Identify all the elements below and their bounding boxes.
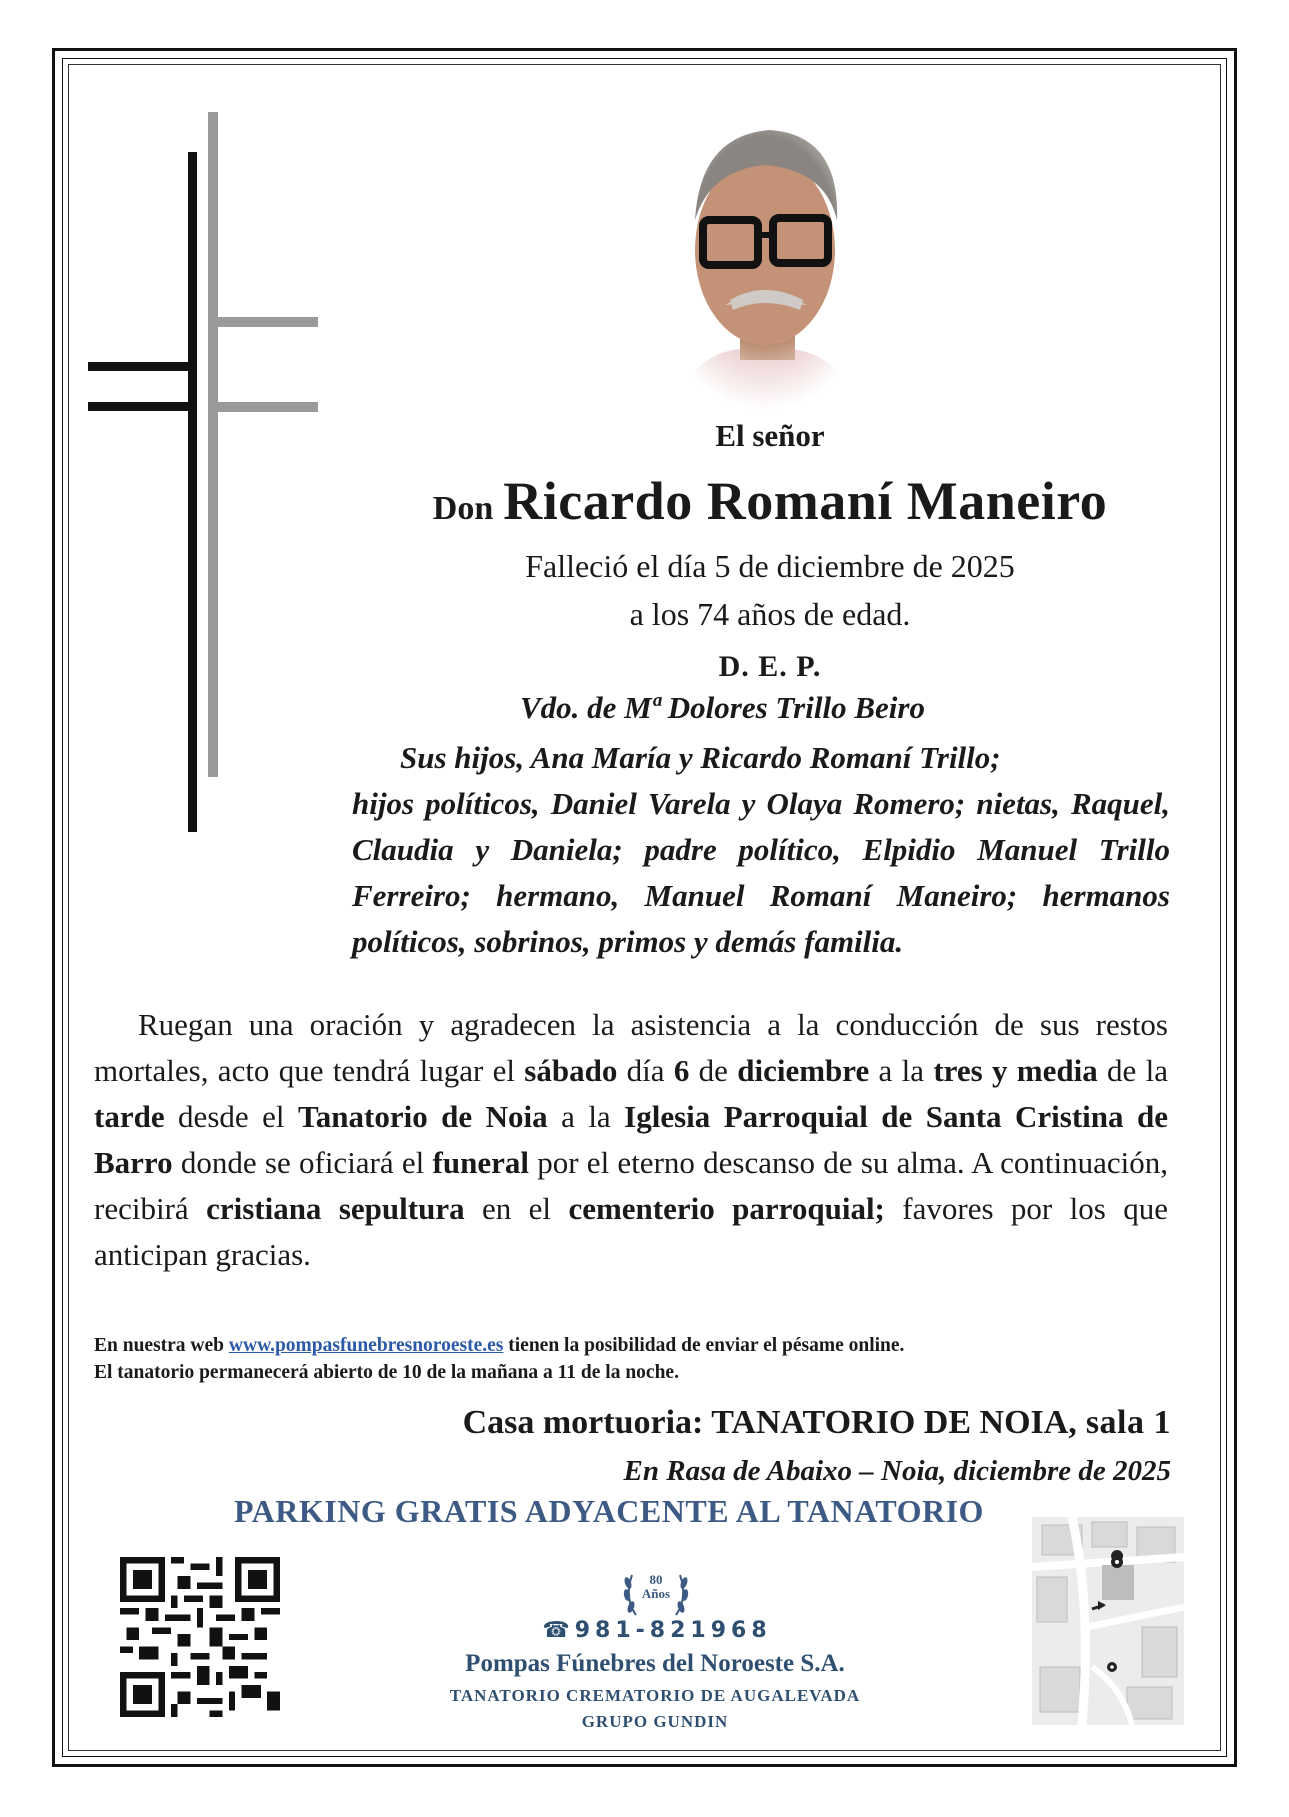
telephone-icon: ☎: [542, 1618, 575, 1643]
website-link[interactable]: www.pompasfunebresnoroeste.es: [228, 1335, 504, 1356]
ceremony-text-emphasis: funeral: [432, 1145, 529, 1180]
parking-notice: PARKING GRATIS ADYACENTE AL TANATORIO: [234, 1493, 984, 1529]
casa-sala: sala 1: [1076, 1404, 1171, 1441]
casa-label: Casa mortuoria: TANATORIO DE NOIA,: [462, 1404, 1077, 1441]
family-list: [352, 735, 1170, 965]
ceremony-text-emphasis: Iglesia Parroquial de Santa Cristina de Barro: [94, 1099, 1168, 1180]
ceremony-text-segment: donde se oficiará el: [172, 1145, 433, 1180]
widow-line: Vdo. de Mª Dolores Trillo Beiro: [520, 690, 925, 725]
web-note: [94, 1332, 1174, 1386]
ceremony-text-segment: desde el: [164, 1099, 298, 1134]
ceremony-text-emphasis: tres y media: [933, 1053, 1098, 1088]
ceremony-paragraph: [94, 1002, 1168, 1278]
web-note-line1: [94, 1332, 1174, 1359]
web-note-pre: En nuestra web: [94, 1335, 229, 1356]
family-relatives: hijos políticos, Daniel Varela y Olaya Romero; nietas, Raquel, Claudia y Daniela; padre político, Elpidio Manuel Trillo Ferreiro; hermano, Manuel Romaní Maneiro; hermanos políticos, sobrinos, primos y demás familia.: [352, 786, 1170, 959]
deceased-name-line: [330, 470, 1210, 532]
web-note-post: tienen la posibilidad de enviar el pésame online.: [503, 1335, 905, 1356]
ceremony-text-segment: favores por los que anticipan gracias.: [94, 1191, 1168, 1272]
crematorio-name: TANATORIO CREMATORIO DE AUGALEVADA: [449, 1686, 861, 1705]
ceremony-text-emphasis: 6: [673, 1053, 690, 1088]
deceased-name: Ricardo Romaní Maneiro: [503, 471, 1108, 531]
dep-abbreviation: D. E. P.: [718, 650, 822, 683]
location-map[interactable]: [1032, 1517, 1184, 1725]
phone-line[interactable]: [542, 1618, 772, 1643]
ceremony-text-segment: por el eterno descanso de su alma. A continuación, recibirá: [94, 1145, 1168, 1226]
ceremony-text-emphasis: sábado: [524, 1053, 618, 1088]
ceremony-text-segment: a la: [869, 1053, 934, 1088]
age-line: a los 74 años de edad.: [629, 596, 911, 632]
ceremony-text-segment: en el: [464, 1191, 569, 1226]
ceremony-text-segment: de la: [1097, 1053, 1168, 1088]
ceremony-text-emphasis: Tanatorio de Noia: [297, 1099, 548, 1134]
ceremony-text-segment: día: [617, 1053, 674, 1088]
ceremony-text-segment: a la: [547, 1099, 625, 1134]
ceremony-text-emphasis: cristiana sepultura: [206, 1191, 465, 1226]
place-date: En Rasa de Abaixo – Noia, diciembre de 2025: [623, 1455, 1171, 1487]
ceremony-text: [94, 1002, 1168, 1278]
ceremony-text-emphasis: cementerio parroquial;: [568, 1191, 885, 1226]
group-name: GRUPO GUNDIN: [581, 1712, 729, 1731]
honorific: Don: [432, 490, 494, 527]
ceremony-text-emphasis: diciembre: [737, 1053, 870, 1088]
ceremony-text-segment: Ruegan una oración y agradecen la asistencia a la conducción de sus restos mortales, acto que tendrá lugar el: [94, 1007, 1168, 1088]
web-note-line2: El tanatorio permanecerá abierto de 10 de la mañana a 11 de la noche.: [94, 1362, 679, 1383]
phone-number: 981-821968: [574, 1618, 772, 1643]
qr-code[interactable]: [120, 1557, 280, 1717]
portrait-photo: [655, 100, 875, 410]
badge-word: Años: [641, 1586, 671, 1601]
ceremony-text-emphasis: tarde: [94, 1099, 165, 1134]
death-date: Falleció el día 5 de diciembre de 2025: [525, 548, 1015, 584]
cross-icon: [88, 112, 328, 832]
casa-mortuoria: [463, 1404, 1171, 1442]
company-name: Pompas Fúnebres del Noroeste S.A.: [465, 1650, 845, 1677]
badge-number: 80: [649, 1572, 663, 1587]
title-prefix: El señor: [715, 418, 825, 453]
family-children: Sus hijos, Ana María y Ricardo Romaní Trillo;: [400, 740, 1001, 775]
ceremony-text-segment: de: [689, 1053, 738, 1088]
